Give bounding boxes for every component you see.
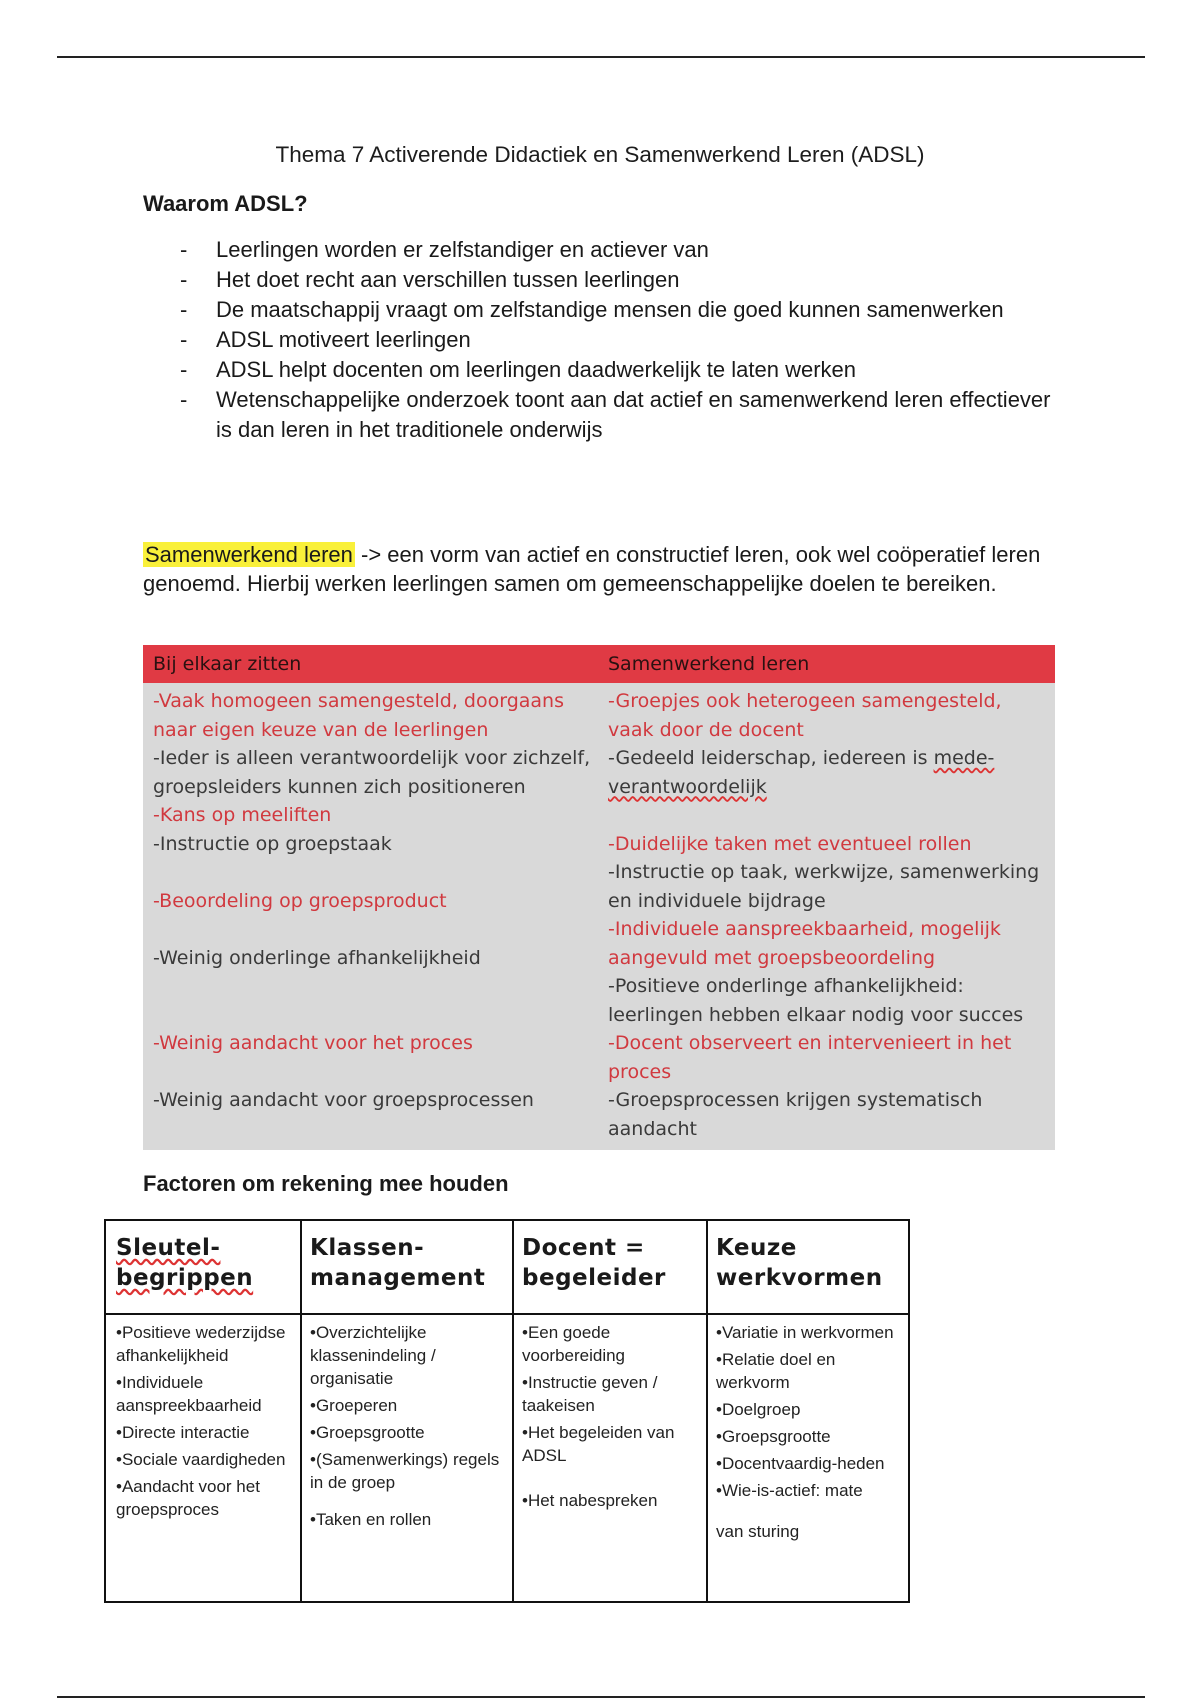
column-header xyxy=(522,1233,696,1293)
cell-left: -Weinig aandacht voor het proces xyxy=(153,1032,473,1054)
list-item: - ADSL helpt docenten om leerlingen daadwerkelijk te laten werken xyxy=(180,355,1060,385)
list-item: van sturing xyxy=(716,1522,800,1541)
list-item: •Individuele aanspreekbaarheid xyxy=(116,1373,262,1415)
list-item: •Taken en rollen xyxy=(310,1510,432,1529)
header-samenwerkend-leren: Samenwerkend leren xyxy=(608,653,810,675)
column-header xyxy=(310,1233,502,1293)
list-item: •Een goede voorbereiding xyxy=(522,1323,626,1365)
list-item: •Aandacht voor het groepsproces xyxy=(116,1477,260,1519)
header-line: Sleutel- xyxy=(116,1235,221,1261)
column-items xyxy=(522,1321,700,1516)
list-item: - Leerlingen worden er zelfstandiger en actiever van xyxy=(180,235,1060,265)
cell-right: -Docent observeert en intervenieert in het proces xyxy=(608,1032,1012,1083)
column-header xyxy=(116,1233,290,1293)
header-bij-elkaar-zitten: Bij elkaar zitten xyxy=(153,653,302,675)
comparison-table xyxy=(143,645,1055,1150)
definition-paragraph xyxy=(143,540,1078,598)
list-item: •Groepsgrootte xyxy=(716,1427,831,1446)
cell-left: -Weinig onderlinge afhankelijkheid xyxy=(153,947,481,969)
header-line: management xyxy=(310,1265,486,1291)
list-item: •Instructie geven / taakeisen xyxy=(522,1373,658,1415)
header-line: Keuze xyxy=(716,1235,797,1261)
list-item: •Variatie in werkvormen xyxy=(716,1323,894,1342)
factors-column-sleutelbegrippen xyxy=(106,1221,300,1601)
cell-left: -Beoordeling op groepsproduct xyxy=(153,890,447,912)
section-heading-why: Waarom ADSL? xyxy=(143,191,308,216)
why-list xyxy=(180,235,1060,445)
header-line: Docent = xyxy=(522,1235,645,1261)
list-item: •Groeperen xyxy=(310,1396,398,1415)
cell-right-underlined: mede-verantwoordelijk xyxy=(608,747,995,798)
list-item: •Positieve wederzijdse afhankelijkheid xyxy=(116,1323,286,1365)
definition-text: -> een vorm van actief en constructief leren, ook wel coöperatief leren genoemd. Hierbij werken leerlingen samen om gemeenschappelijke doelen te bereiken. xyxy=(143,542,1041,596)
cell-right xyxy=(608,744,1053,801)
cell-right: -Positieve onderlinge afhankelijkheid: leerlingen hebben elkaar nodig voor succes xyxy=(608,975,1024,1026)
column-header xyxy=(716,1233,898,1293)
list-item: •Overzichtelijke klassenindeling / organisatie xyxy=(310,1323,436,1388)
factors-table xyxy=(104,1219,910,1603)
list-item: •Directe interactie xyxy=(116,1423,250,1442)
factors-column-keuze-werkvormen xyxy=(706,1221,908,1601)
highlighted-term: Samenwerkend leren xyxy=(145,542,353,567)
cell-right: -Groepsprocessen krijgen systematisch aandacht xyxy=(608,1089,983,1140)
section-heading-factors: Factoren om rekening mee houden xyxy=(143,1171,509,1196)
header-line: Klassen- xyxy=(310,1235,425,1261)
top-rule xyxy=(57,56,1145,58)
list-item: •Sociale vaardigheden xyxy=(116,1450,286,1469)
header-line: begeleider xyxy=(522,1265,666,1291)
bottom-rule xyxy=(57,1696,1145,1698)
list-item: - Het doet recht aan verschillen tussen leerlingen xyxy=(180,265,1060,295)
column-items xyxy=(310,1321,506,1535)
factors-column-klassenmanagement xyxy=(300,1221,512,1601)
cell-right: -Groepjes ook heterogeen samengesteld, vaak door de docent xyxy=(608,690,1002,741)
document-title: Thema 7 Activerende Didactiek en Samenwerkend Leren (ADSL) xyxy=(275,142,925,167)
header-line: begrippen xyxy=(116,1265,254,1291)
comparison-header xyxy=(143,645,1055,683)
list-item: •Docentvaardig-heden xyxy=(716,1454,885,1473)
cell-right: -Individuele aanspreekbaarheid, mogelijk aangevuld met groepsbeoordeling xyxy=(608,918,1001,969)
column-items xyxy=(716,1321,902,1547)
list-item: •Het nabespreken xyxy=(522,1491,658,1510)
cell-left: -Ieder is alleen verantwoordelijk voor zichzelf, groepsleiders kunnen zich positioneren xyxy=(153,747,591,798)
cell-left: -Vaak homogeen samengesteld, doorgaans naar eigen keuze van de leerlingen xyxy=(153,690,564,741)
list-item: •Doelgroep xyxy=(716,1400,801,1419)
list-item: •(Samenwerkings) regels in de groep xyxy=(310,1450,500,1492)
list-item: •Relatie doel en werkvorm xyxy=(716,1350,836,1392)
column-items xyxy=(116,1321,294,1525)
factors-column-docent-begeleider xyxy=(512,1221,706,1601)
header-line: werkvormen xyxy=(716,1265,883,1291)
list-item: - ADSL motiveert leerlingen xyxy=(180,325,1060,355)
cell-right: -Duidelijke taken met eventueel rollen xyxy=(608,833,972,855)
list-item: •Het begeleiden van ADSL xyxy=(522,1423,675,1465)
list-item: - Wetenschappelijke onderzoek toont aan dat actief en samenwerkend leren effectiever is dan leren in het traditionele onderwijs xyxy=(180,385,1060,445)
cell-right: -Instructie op taak, werkwijze, samenwerking en individuele bijdrage xyxy=(608,861,1040,912)
cell-left: -Weinig aandacht voor groepsprocessen xyxy=(153,1089,534,1111)
cell-left: -Instructie op groepstaak xyxy=(153,833,392,855)
cell-right-text: -Gedeeld leiderschap, iedereen is xyxy=(608,747,934,769)
list-item: •Wie-is-actief: mate xyxy=(716,1481,863,1500)
list-item: •Groepsgrootte xyxy=(310,1423,425,1442)
list-item: - De maatschappij vraagt om zelfstandige mensen die goed kunnen samenwerken xyxy=(180,295,1060,325)
cell-left: -Kans op meeliften xyxy=(153,804,332,826)
